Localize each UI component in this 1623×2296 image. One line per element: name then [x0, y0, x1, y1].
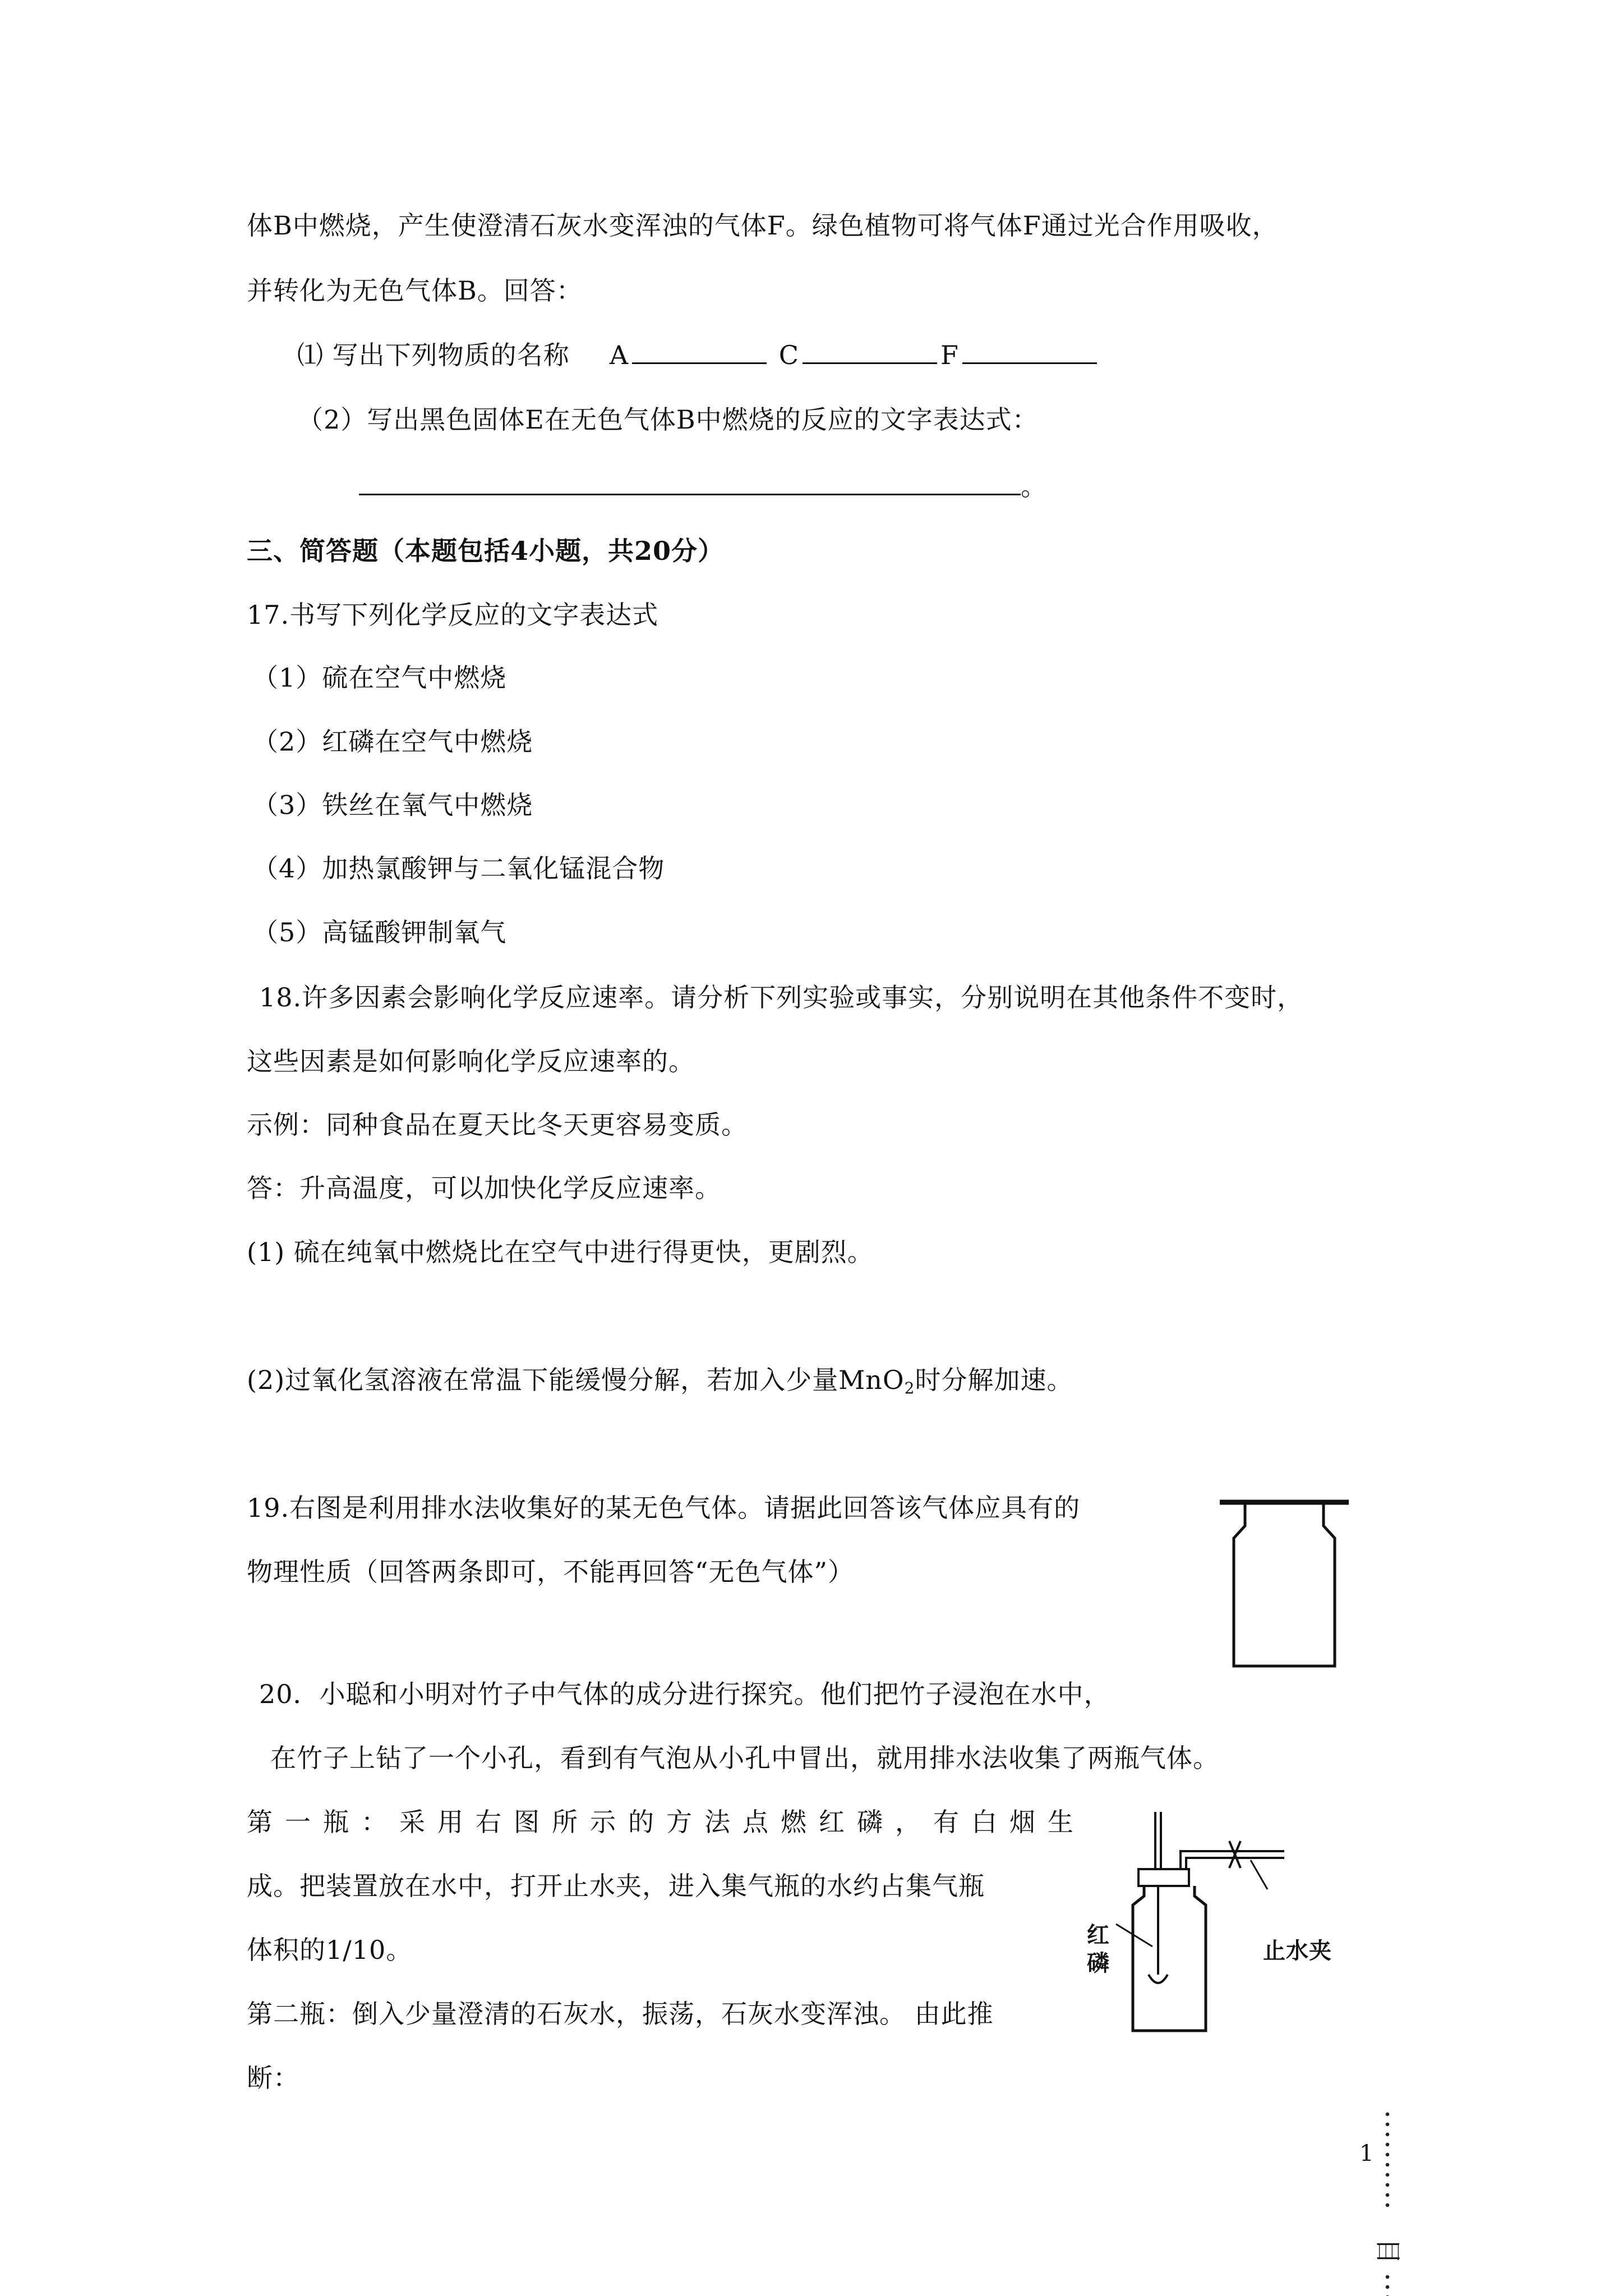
question-20-bottle-2: 第二瓶：倒入少量澄清的石灰水，振荡，石灰水变浑浊。 由此推 — [247, 1999, 994, 2029]
question-18-2: (2)过氧化氢溶液在常温下能缓慢分解，若加入少量MnO$_2$时分解加速。 — [247, 1365, 1073, 1397]
question-20-bottle-1-end: 体积的1/10。 — [247, 1935, 413, 1965]
question-20-conclusion: 断： — [247, 2063, 299, 2093]
page-number: 1 — [1359, 2141, 1374, 2166]
question-2-prompt: （2）写出黑色固体E在无色气体B中燃烧的反应的文字表达式： — [297, 404, 1039, 435]
question-20: 20．小聪和小明对竹子中气体的成分进行探究。他们把竹子浸泡在水中， — [259, 1679, 1110, 1709]
question-17-1: （1）硫在空气中燃烧 — [252, 662, 507, 693]
question-17-5: （5）高锰酸钾制氧气 — [252, 917, 507, 947]
question-17-2: （2）红磷在空气中燃烧 — [252, 726, 533, 757]
question-2-answer-line: 。 — [359, 469, 1047, 503]
text-line: 并转化为无色气体B。回答： — [247, 275, 583, 306]
section-heading: 三、简答题（本题包括4小题，共20分） — [247, 536, 725, 566]
question-17-3: （3）铁丝在氧气中燃烧 — [252, 790, 533, 820]
answer-blank-f[interactable] — [962, 338, 1097, 364]
question-18-cont: 这些因素是如何影响化学反应速率的。 — [247, 1046, 695, 1076]
answer-blank-c[interactable] — [803, 338, 937, 364]
label-water-clamp: 止水夹 — [1263, 1938, 1332, 1964]
question-18: 18.许多因素会影响化学反应速率。请分析下列实验或事实，分别说明在其他条件不变时， — [259, 982, 1304, 1013]
question-19-cont: 物理性质（回答两条即可，不能再回答“无色气体”） — [247, 1557, 855, 1587]
text-line: 体B中燃烧，产生使澄清石灰水变浑浊的气体F。绿色植物可将气体F通过光合作用吸收， — [247, 210, 1279, 241]
dotted-binding-line — [1385, 2109, 1390, 2210]
label-f: F — [940, 340, 959, 370]
example-answer: 答：升高温度，可以加快化学反应速率。 — [247, 1173, 721, 1203]
question-19: 19.右图是利用排水法收集好的某无色气体。请据此回答该气体应具有的 — [247, 1493, 1081, 1523]
answer-blank-a[interactable] — [632, 338, 767, 364]
example-text: 示例：同种食品在夏天比冬天更容易变质。 — [247, 1110, 748, 1140]
answer-blank-equation[interactable] — [359, 469, 1021, 495]
question-20-bottle-1-cont: 成。把装置放在水中，打开止水夹，进入集气瓶的水约占集气瓶 — [247, 1871, 985, 1901]
label-red-phosphorus-1: 红 — [1087, 1922, 1110, 1948]
dotted-binding-line-lower — [1385, 2272, 1390, 2296]
label-c: C — [778, 340, 799, 370]
gas-bottle-figure — [1211, 1492, 1357, 1677]
question-18-1: (1) 硫在纯氧中燃烧比在空气中进行得更快，更剧烈。 — [247, 1237, 874, 1267]
question-20-cont: 在竹子上钻了一个小孔，看到有气泡从小孔中冒出，就用排水法收集了两瓶气体。 — [270, 1743, 1219, 1773]
question-1-prompt: ⑴ 写出下列物质的名称 — [297, 340, 570, 370]
side-binding-text: 目 — [1373, 2238, 1403, 2264]
label-a: A — [609, 340, 629, 370]
red-phosphorus-apparatus-figure — [1082, 1806, 1352, 2042]
question-17: 17.书写下列化学反应的文字表达式 — [247, 600, 659, 630]
question-20-bottle-1: 第一瓶：采用右图所示的方法点燃红磷，有白烟生 — [247, 1807, 1086, 1837]
question-1-line — [297, 338, 1100, 372]
question-17-4: （4）加热氯酸钾与二氧化锰混合物 — [252, 853, 665, 884]
label-red-phosphorus-2: 磷 — [1087, 1950, 1110, 1976]
